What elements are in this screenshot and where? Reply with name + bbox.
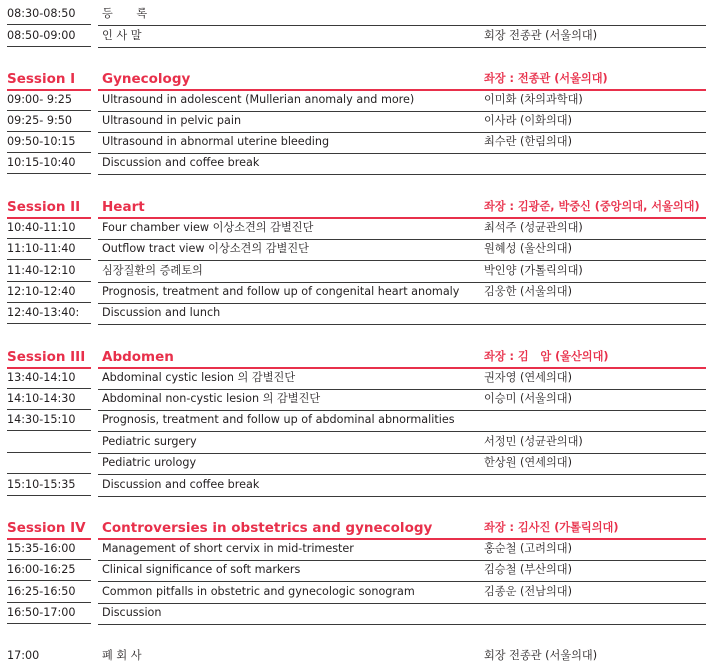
title-cell: Ultrasound in abnormal uterine bleeding [102, 135, 330, 148]
session-chair: 좌장 : 김 암 (울산의대) [484, 350, 609, 363]
speaker-cell: 박인양 (가톨릭의대) [484, 264, 583, 277]
title-cell: 등 록 [102, 7, 158, 20]
time-cell: 09:00- 9:25 [7, 89, 91, 111]
time-cell: 10:40-11:10 [7, 217, 91, 239]
speaker-cell: 이사라 (이화의대) [484, 114, 572, 127]
title-cell: Discussion [102, 606, 162, 619]
speaker-cell: 한상원 (연세의대) [484, 456, 572, 469]
title-cell: Discussion and coffee break [102, 156, 260, 169]
session-topic: Heart [102, 199, 145, 215]
schedule-row [0, 302, 711, 324]
speaker-cell [478, 152, 706, 173]
title-cell: Outflow tract view 이상소견의 감별진단 [102, 242, 309, 255]
schedule-row [0, 89, 711, 111]
time-cell: 08:30-08:50 [7, 3, 91, 25]
speaker-cell: 회장 전종관 (서울의대) [484, 649, 598, 662]
title-cell: Pediatric surgery [102, 435, 197, 448]
time-cell: 16:00-16:25 [7, 559, 91, 581]
session-label: Session II [7, 199, 81, 215]
speaker-cell: 최수란 (한림의대) [484, 135, 572, 148]
session-header [0, 197, 711, 219]
schedule-row [0, 409, 711, 431]
schedule-row [0, 559, 711, 581]
schedule-row [0, 367, 711, 389]
title-cell: Discussion and lunch [102, 306, 221, 319]
title-cell: Discussion and coffee break [102, 478, 260, 491]
schedule-row [0, 645, 711, 667]
speaker-cell: 이미화 (차의과학대) [484, 93, 583, 106]
time-cell: 16:50-17:00 [7, 602, 91, 624]
title-cell: 인 사 말 [102, 29, 142, 42]
title-cell: Ultrasound in adolescent (Mullerian anomaly and more) [102, 93, 415, 106]
speaker-cell [478, 602, 706, 623]
time-cell [7, 452, 91, 474]
title-cell: Pediatric urology [102, 456, 197, 469]
title-cell: Four chamber view 이상소견의 감별진단 [102, 221, 314, 234]
time-cell: 11:10-11:40 [7, 238, 91, 260]
schedule-row [0, 388, 711, 410]
title-cell: 심장질환의 증례토의 [102, 264, 203, 277]
time-cell: 15:10-15:35 [7, 474, 91, 496]
title-cell: Abdominal non-cystic lesion 의 감별진단 [102, 392, 321, 405]
title-cell: Common pitfalls in obstetric and gynecologic sonogram [102, 585, 415, 598]
title-cell: Prognosis, treatment and follow up of abdominal abnormalities [102, 413, 455, 426]
speaker-cell: 김웅한 (서울의대) [484, 285, 572, 298]
session-label: Session I [7, 71, 76, 87]
speaker-cell: 김종운 (전남의대) [484, 585, 572, 598]
time-cell: 09:50-10:15 [7, 131, 91, 153]
speaker-cell: 최석주 (성균관의대) [484, 221, 583, 234]
speaker-cell [478, 302, 706, 323]
session-header [0, 347, 711, 369]
session-header [0, 518, 711, 540]
title-cell: 폐 회 사 [102, 649, 142, 662]
schedule-row [0, 25, 711, 47]
speaker-cell: 홍순철 (고려의대) [484, 542, 572, 555]
schedule-row [0, 3, 711, 25]
time-cell [7, 431, 91, 453]
speaker-cell: 회장 전종관 (서울의대) [484, 29, 598, 42]
session-topic: Abdomen [102, 349, 174, 365]
schedule-row [0, 602, 711, 624]
speaker-cell [478, 474, 706, 495]
time-cell: 15:35-16:00 [7, 538, 91, 560]
speaker-cell [478, 409, 706, 430]
speaker-cell: 원혜성 (울산의대) [484, 242, 572, 255]
session-chair: 좌장 : 김광준, 박중신 (중앙의대, 서울의대) [484, 200, 700, 213]
schedule-row [0, 452, 711, 474]
session-header [0, 69, 711, 91]
title-cell: Clinical significance of soft markers [102, 563, 301, 576]
schedule-row [0, 110, 711, 132]
schedule-row [0, 281, 711, 303]
session-topic: Gynecology [102, 71, 191, 87]
schedule-row [0, 538, 711, 560]
schedule-row [0, 131, 711, 153]
speaker-cell: 서정민 (성균관의대) [484, 435, 583, 448]
time-cell: 13:40-14:10 [7, 367, 91, 389]
session-chair: 좌장 : 전종관 (서울의대) [484, 72, 608, 85]
session-chair: 좌장 : 김사진 (가톨릭의대) [484, 521, 619, 534]
schedule-row [0, 238, 711, 260]
session-topic: Controversies in obstetrics and gynecology [102, 520, 433, 536]
schedule-row [0, 431, 711, 453]
time-cell: 12:10-12:40 [7, 281, 91, 303]
speaker-cell: 김승철 (부산의대) [484, 563, 572, 576]
session-label: Session IV [7, 520, 86, 536]
schedule-row [0, 152, 711, 174]
speaker-cell [478, 3, 706, 24]
title-cell: Ultrasound in pelvic pain [102, 114, 242, 127]
time-cell: 10:15-10:40 [7, 152, 91, 174]
session-label: Session III [7, 349, 86, 365]
time-cell: 16:25-16:50 [7, 581, 91, 603]
title-cell: Management of short cervix in mid-trimester [102, 542, 354, 555]
title-cell: Prognosis, treatment and follow up of congenital heart anomaly [102, 285, 460, 298]
time-cell: 14:10-14:30 [7, 388, 91, 410]
time-cell: 12:40-13:40: [7, 302, 91, 324]
time-cell: 14:30-15:10 [7, 409, 91, 431]
schedule-row [0, 474, 711, 496]
time-cell: 08:50-09:00 [7, 25, 91, 47]
time-cell: 11:40-12:10 [7, 260, 91, 282]
schedule-row [0, 260, 711, 282]
title-cell: Abdominal cystic lesion 의 감별진단 [102, 371, 296, 384]
time-cell: 17:00 [7, 649, 40, 662]
schedule-row [0, 217, 711, 239]
schedule-row [0, 581, 711, 603]
speaker-cell: 이승미 (서울의대) [484, 392, 572, 405]
time-cell: 09:25- 9:50 [7, 110, 91, 132]
speaker-cell: 권자영 (연세의대) [484, 371, 572, 384]
